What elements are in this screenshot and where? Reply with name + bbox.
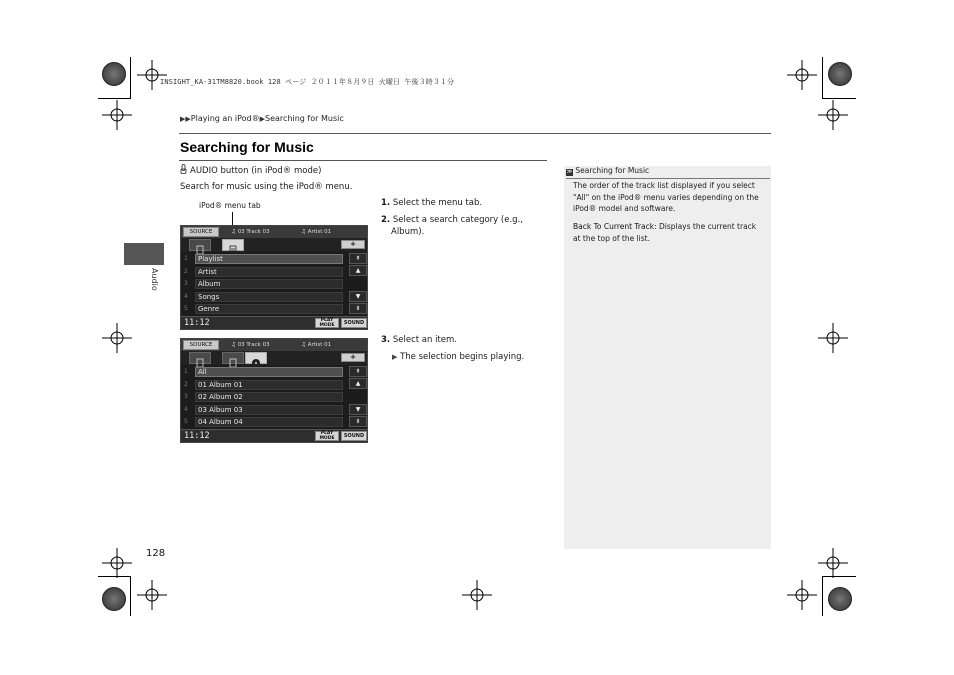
crosshair-icon [818, 100, 848, 130]
row-number: 2 [184, 267, 188, 275]
screen-status-bar [181, 226, 367, 238]
note-marker-icon: ≫ [566, 169, 573, 175]
artist-icon: ♫ [301, 229, 306, 235]
crosshair-icon [818, 323, 848, 353]
registration-disc-icon [828, 62, 852, 86]
scroll-top-icon[interactable]: ⇞ [349, 253, 367, 264]
play-mode-button[interactable] [315, 431, 339, 441]
row-number: 5 [184, 305, 188, 312]
category-list [181, 253, 347, 316]
row-label: Genre [195, 304, 343, 314]
intro-text: Search for music using the iPod® menu. [180, 182, 353, 192]
result-arrow-icon: ▶ [392, 353, 398, 361]
sound-label: SOUND [343, 320, 365, 326]
divider [179, 133, 771, 134]
artist-info [301, 227, 331, 237]
list-item[interactable] [181, 379, 347, 391]
note-paragraph [573, 221, 763, 244]
crop-line [822, 576, 856, 577]
album-list [181, 366, 347, 429]
divider [179, 160, 547, 161]
crop-line [130, 57, 131, 99]
row-label: 02 Album 02 [195, 392, 343, 402]
page-title: Searching for Music [180, 139, 314, 155]
list-item[interactable] [181, 266, 347, 278]
crosshair-icon [818, 548, 848, 578]
breadcrumb-arrow-icon: ▶ [259, 115, 266, 123]
step-text: Select the menu tab. [392, 198, 483, 208]
breadcrumb-arrow-icon: ▶▶ [180, 115, 191, 123]
crosshair-icon [102, 323, 132, 353]
ipod-album-screen [180, 338, 368, 443]
play-mode-label: MODE [319, 322, 335, 328]
artist-icon: ♫ [301, 342, 306, 348]
note-paragraph: The order of the track list displayed if you select "All" on the iPod® menu varies depending on the iPod® model and software. [573, 181, 759, 213]
note-heading [566, 166, 649, 176]
scroll-up-icon[interactable]: ▲ [349, 378, 367, 389]
breadcrumb-item[interactable]: Searching for Music [265, 114, 344, 123]
crop-line [822, 98, 856, 99]
registration-disc-icon [102, 587, 126, 611]
row-label: All [195, 367, 343, 377]
row-label: Artist [195, 267, 343, 277]
play-mode-label: PLAY [320, 431, 334, 436]
list-item[interactable] [181, 404, 347, 416]
tab-ipod[interactable] [189, 239, 211, 251]
crosshair-icon [102, 100, 132, 130]
scroll-down-icon[interactable]: ▼ [349, 404, 367, 415]
add-button[interactable]: + [341, 353, 365, 362]
control-text: AUDIO button (in iPod® mode) [190, 166, 322, 176]
artist-info [301, 340, 331, 350]
crosshair-icon [102, 548, 132, 578]
ipod-menu-screen [180, 225, 368, 330]
row-label: Album [195, 279, 343, 289]
list-item[interactable] [181, 303, 347, 315]
screen-status-bar [181, 339, 367, 351]
crop-line [822, 57, 823, 99]
scroll-top-icon[interactable]: ⇞ [349, 366, 367, 377]
step-number: 3. [381, 335, 391, 345]
step-3-result [392, 351, 524, 363]
list-item[interactable] [181, 391, 347, 403]
scroll-bottom-icon[interactable]: ⇟ [349, 416, 367, 427]
sound-label: SOUND [343, 433, 365, 439]
track-info [231, 340, 270, 350]
tab-menu[interactable] [222, 239, 244, 251]
note-heading-text: Searching for Music [575, 166, 650, 175]
note-icon: ♫ [231, 342, 236, 348]
track-name: 03 Track 03 [237, 342, 270, 348]
crop-line [130, 576, 131, 616]
chapter-label: Audio [150, 268, 159, 291]
scroll-controls [349, 253, 367, 316]
row-number: 3 [184, 393, 188, 400]
add-button[interactable]: + [341, 240, 365, 249]
play-mode-label: PLAY [320, 318, 334, 323]
row-number: 1 [184, 368, 188, 375]
callout-label: iPod® menu tab [199, 201, 261, 210]
row-label: 03 Album 03 [195, 405, 343, 415]
screen-bottom-bar [181, 429, 367, 442]
row-number: 5 [184, 418, 188, 425]
source-button[interactable]: SOURCE [183, 340, 219, 350]
list-item[interactable] [181, 416, 347, 428]
chapter-tab [124, 243, 164, 265]
crop-line [98, 576, 130, 577]
source-button[interactable]: SOURCE [183, 227, 219, 237]
note-icon: ♫ [231, 229, 236, 235]
list-item[interactable] [181, 253, 347, 265]
sound-button[interactable] [341, 318, 367, 328]
row-number: 2 [184, 380, 188, 388]
step-text: Select a search category (e.g., [392, 215, 523, 225]
row-number: 1 [184, 255, 188, 262]
breadcrumb-item[interactable]: Playing an iPod® [190, 114, 260, 123]
result-text: The selection begins playing. [400, 352, 525, 362]
tab-menu[interactable] [222, 352, 244, 364]
play-mode-button[interactable] [315, 318, 339, 328]
scroll-up-icon[interactable]: ▲ [349, 265, 367, 276]
track-name: 03 Track 03 [237, 229, 270, 235]
screen-bottom-bar [181, 316, 367, 329]
artist-name: Artist 01 [307, 342, 332, 348]
scroll-down-icon[interactable]: ▼ [349, 291, 367, 302]
tab-album[interactable] [245, 352, 267, 364]
list-item[interactable] [181, 366, 347, 378]
step-2 [381, 214, 541, 238]
scroll-controls [349, 366, 367, 429]
row-number: 4 [184, 405, 188, 413]
row-number: 3 [184, 280, 188, 287]
crop-line [822, 576, 823, 616]
step-emphasis: Album [391, 227, 419, 237]
step-number: 1. [381, 198, 391, 208]
scroll-bottom-icon[interactable]: ⇟ [349, 303, 367, 314]
breadcrumb [180, 114, 344, 123]
print-header: INSIGHT_KA-31TM8820.book 128 ページ ２０１１年８月９日 火曜日 午後３時３１分 [160, 78, 455, 86]
menu-tab-row [181, 351, 367, 365]
note-term: Back To Current Track [573, 222, 655, 231]
registration-disc-icon [102, 62, 126, 86]
step-1 [381, 197, 482, 209]
control-line [180, 164, 321, 177]
menu-tab-row [181, 238, 367, 252]
row-label: Playlist [195, 254, 343, 264]
clock: 11:12 [184, 431, 210, 441]
crop-line [98, 98, 130, 99]
divider [566, 178, 770, 179]
step-3 [381, 334, 457, 346]
step-text: Select an item. [392, 335, 457, 345]
crosshair-icon [787, 580, 817, 610]
step-number: 2. [381, 215, 391, 225]
play-mode-label: MODE [319, 435, 335, 441]
registration-disc-icon [828, 587, 852, 611]
crosshair-icon [137, 580, 167, 610]
crosshair-icon [787, 60, 817, 90]
row-label: Songs [195, 292, 343, 302]
finger-press-icon [180, 164, 187, 174]
track-info [231, 227, 270, 237]
row-label: 01 Album 01 [195, 380, 343, 390]
clock: 11:12 [184, 318, 210, 328]
page-number: 128 [146, 548, 166, 559]
artist-name: Artist 01 [307, 229, 332, 235]
note-definition: : Displays the current track at the top of the list. [573, 222, 757, 243]
step-text: ). [418, 227, 425, 237]
sound-button[interactable] [341, 431, 367, 441]
crosshair-icon [462, 580, 492, 610]
row-label: 04 Album 04 [195, 417, 343, 427]
list-item[interactable] [181, 291, 347, 303]
row-number: 4 [184, 292, 188, 300]
tab-ipod[interactable] [189, 352, 211, 364]
list-item[interactable] [181, 278, 347, 290]
